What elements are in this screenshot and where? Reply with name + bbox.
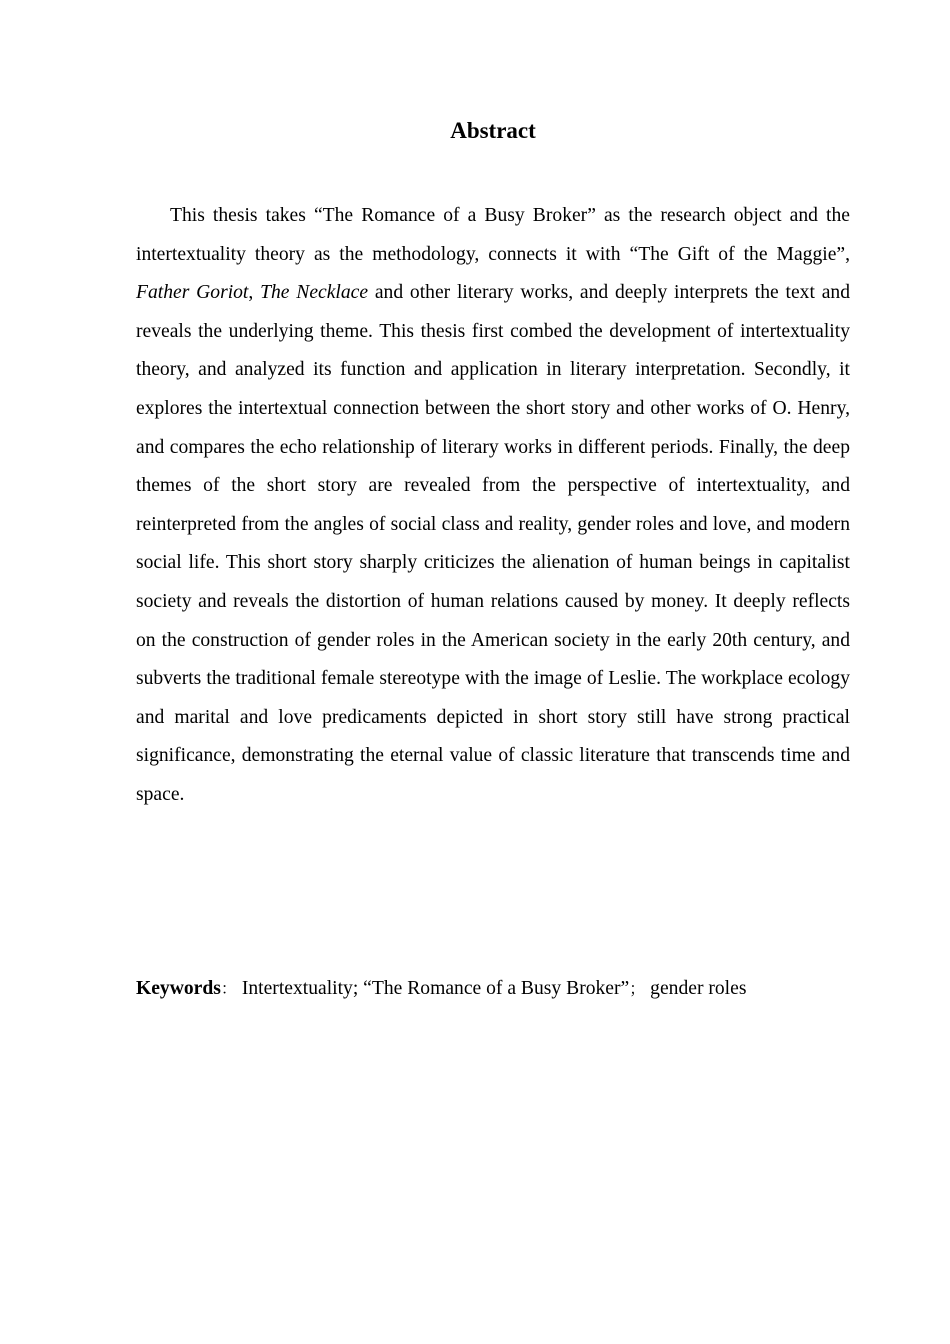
abstract-text-part-3: and other literary works, and deeply interprets the text and reveals the underlying theme. This thesis first combed the development of intertextuality theory, and analyzed its function and application in literary interpretation. Secondly, it explores the intertextual connection between the short story and other works of O. Henry, and compares the echo relationship of literary works in different periods. Finally, the deep themes of the short story are revealed from the perspective of intertextuality, and reinterpreted from the angles of social class and reality, gender roles and love, and modern social life. This short story sharply criticizes the alienation of human beings in capitalist society and reveals the distortion of human relations caused by money. It deeply reflects on the construction of gender roles in the American society in the early 20th century, and subverts the traditional female stereotype with the image of Leslie. The workplace ecology and marital and love predicaments depicted in short story still have strong practical significance, demonstrating the eternal value of classic literature that transcends time and space.	[136, 282, 850, 805]
abstract-text-part-2: ,	[248, 282, 261, 304]
abstract-italic-title-the-necklace: The Necklace	[260, 282, 369, 304]
abstract-body	[136, 197, 850, 815]
abstract-text-part-1: This thesis takes “The Romance of a Busy Broker” as the research object and the intertextuality theory as the methodology, connects it with “The Gift of the Maggie”,	[136, 205, 850, 265]
abstract-title: Abstract	[450, 118, 536, 143]
abstract-italic-title-father-goriot: Father Goriot	[136, 282, 249, 304]
keywords-colon: ：	[220, 981, 237, 998]
keywords-label: Keywords	[136, 978, 221, 999]
keywords-separator: ；	[629, 981, 646, 998]
keyword-item: Intertextuality;	[241, 978, 359, 999]
keyword-item: “The Romance of a Busy Broker”	[363, 978, 630, 999]
keyword-item: gender roles	[650, 978, 747, 999]
keywords-line	[136, 970, 850, 1010]
